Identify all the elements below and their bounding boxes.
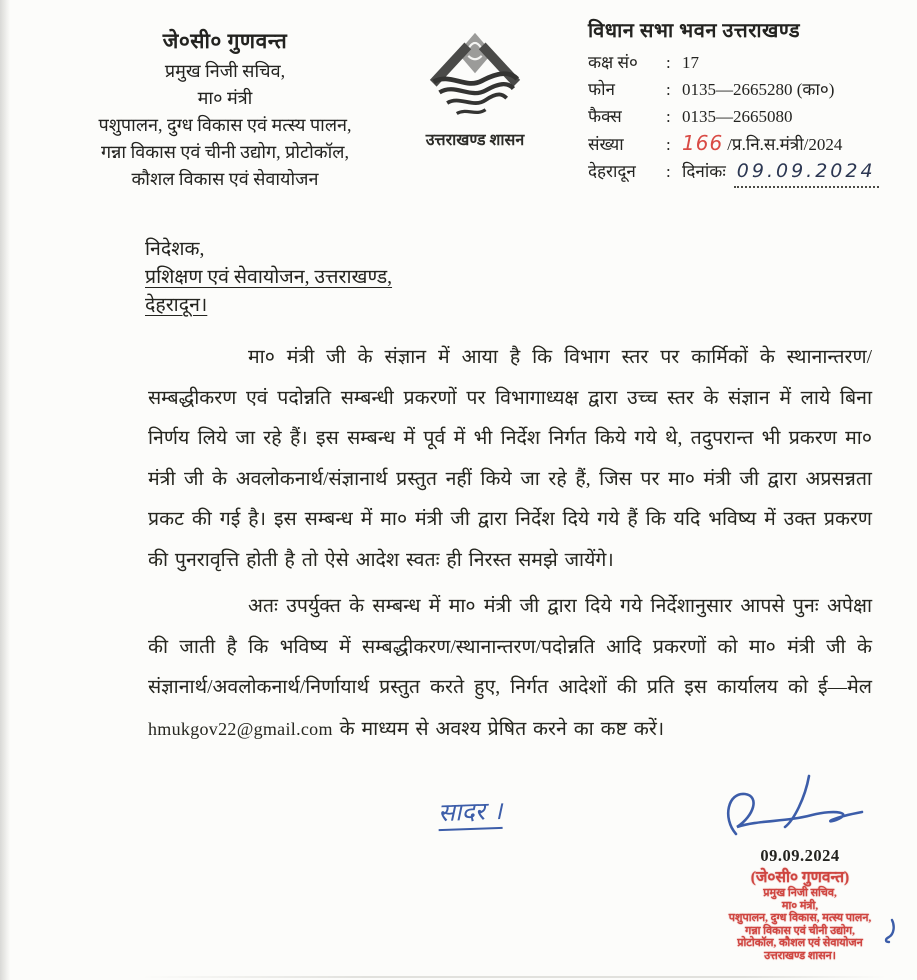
sender-block: [55, 24, 395, 193]
colon: :: [666, 53, 671, 72]
signature-date: 09.09.2024: [760, 846, 840, 865]
recipient-line: प्रशिक्षण एवं सेवायोजन, उत्तराखण्ड,: [145, 267, 393, 288]
room-value: 17: [682, 53, 699, 72]
emblem-caption: उत्तराखण्ड शासन: [425, 132, 525, 149]
office-row-date: [588, 158, 910, 188]
room-label: कक्ष सं०: [588, 53, 638, 72]
sender-name: जे०सी० गुणवन्त: [162, 29, 288, 53]
colon: :: [666, 162, 671, 181]
signer-designation: पशुपालन, दुग्ध विकास, मत्स्य पालन,: [728, 912, 872, 924]
phone-label: फोन: [588, 80, 615, 99]
date-handwritten: 09.09.2024: [734, 158, 879, 188]
date-caption: दिनांकः: [682, 162, 726, 181]
paragraph-2-text: अतः उपर्युक्त के सम्बन्ध में मा० मंत्री जी द्वारा दिये गये निर्देशानुसार आपसे पुनः अपेक्षा की जाती है कि भविष्य में सम्बद्धीकरण/स्थानान्तरण/पदोन्नति आदि प्रकरणों को मा० मंत्री जी के संज्ञानार्थ/अवलोकनार्थ/निर्णायार्थ प्रस्तुत करते हुए, निर्गत आदेशों की प्रति इस कार्यालय को ई—मेल: [148, 596, 872, 698]
sender-line: मा० मंत्री: [197, 88, 253, 108]
sender-line: कौशल विकास एवं सेवायोजन: [131, 169, 319, 189]
colon: :: [666, 135, 671, 154]
signer-designation: मा० मंत्री,: [781, 899, 819, 912]
signer-designation: गन्ना विकास एवं चीनी उद्योग,: [745, 924, 855, 937]
signer-stamp: [660, 868, 917, 962]
office-row-room: [588, 49, 910, 76]
recipient-block: [145, 236, 392, 320]
office-block: [588, 16, 910, 188]
email-address: hmukgov22@gmail.com: [148, 718, 333, 739]
fax-label: फैक्स: [588, 107, 622, 126]
paragraph-2: [148, 587, 872, 750]
paragraph-1: मा० मंत्री जी के संज्ञान में आया है कि विभाग स्तर पर कार्मिकों के स्थानान्तरण/सम्बद्धीकरण एवं पदोन्नति सम्बन्धी प्रकरणों पर विभागाध्यक्ष द्वारा उच्च स्तर के संज्ञान में लाये बिना निर्णय लिये जा रहे हैं। इस सम्बन्ध में पूर्व में भी निर्देश निर्गत किये गये थे, तदुपरान्त भी प्रकरण मा० मंत्री जी के अवलोकनार्थ/संज्ञानार्थ प्रस्तुत नहीं किये जा रहे हैं, जिस पर मा० मंत्री जी द्वारा अप्रसन्नता प्रकट की गई है। इस सम्बन्ध में मा० मंत्री जी द्वारा निर्देश दिये गये हैं कि यदि भविष्य में उक्त प्रकरण की पुनरावृत्ति होती है तो ऐसे आदेश स्वतः ही निरस्त समझे जायेंगे।: [148, 347, 872, 571]
colon: :: [666, 80, 671, 99]
ink-mark-icon: [882, 918, 898, 944]
number-value: /प्र.नि.स.मंत्री/2024: [727, 135, 843, 154]
phone-value: 0135—2665280 (का०): [682, 80, 835, 99]
sender-line: प्रमुख निजी सचिव,: [164, 61, 286, 81]
colon: :: [666, 107, 671, 126]
signature-icon: [712, 772, 882, 850]
fax-value: 0135—2665080: [682, 107, 793, 126]
recipient-line: निदेशक,: [145, 239, 205, 260]
signer-designation: प्रमुख निजी सचिव,: [763, 887, 837, 899]
uttarakhand-emblem-icon: [412, 30, 538, 126]
sender-line: पशुपालन, दुग्ध विकास एवं मत्स्य पालन,: [98, 115, 352, 135]
paragraph-2-text: के माध्यम से अवश्य प्रेषित करने का कष्ट करें।: [332, 718, 665, 740]
office-row-fax: [588, 103, 910, 130]
recipient-line: देहरादून।: [145, 295, 208, 316]
closing-salutation-text: सादर ।: [438, 796, 503, 831]
letter-number-handwritten: 166: [682, 131, 724, 155]
office-row-number: [588, 130, 910, 158]
office-row-phone: [588, 76, 910, 103]
number-label: संख्या: [588, 135, 624, 154]
signer-designation: प्रोटोकॉल, कौशल एवं सेवायोजन: [737, 937, 863, 949]
place-label: देहरादून: [588, 162, 636, 181]
office-title: विधान सभा भवन उत्तराखण्ड: [588, 20, 801, 42]
sender-line: गन्ना विकास एवं चीनी उद्योग, प्रोटोकॉल,: [101, 142, 349, 162]
letter-body: [148, 338, 872, 750]
emblem-block: [412, 30, 538, 150]
signature-block: [660, 846, 917, 962]
signer-name: (जे०सी० गुणवन्त): [750, 869, 850, 886]
closing-salutation-handwritten: [437, 793, 502, 829]
signer-designation: उत्तराखण्ड शासन।: [764, 949, 836, 962]
